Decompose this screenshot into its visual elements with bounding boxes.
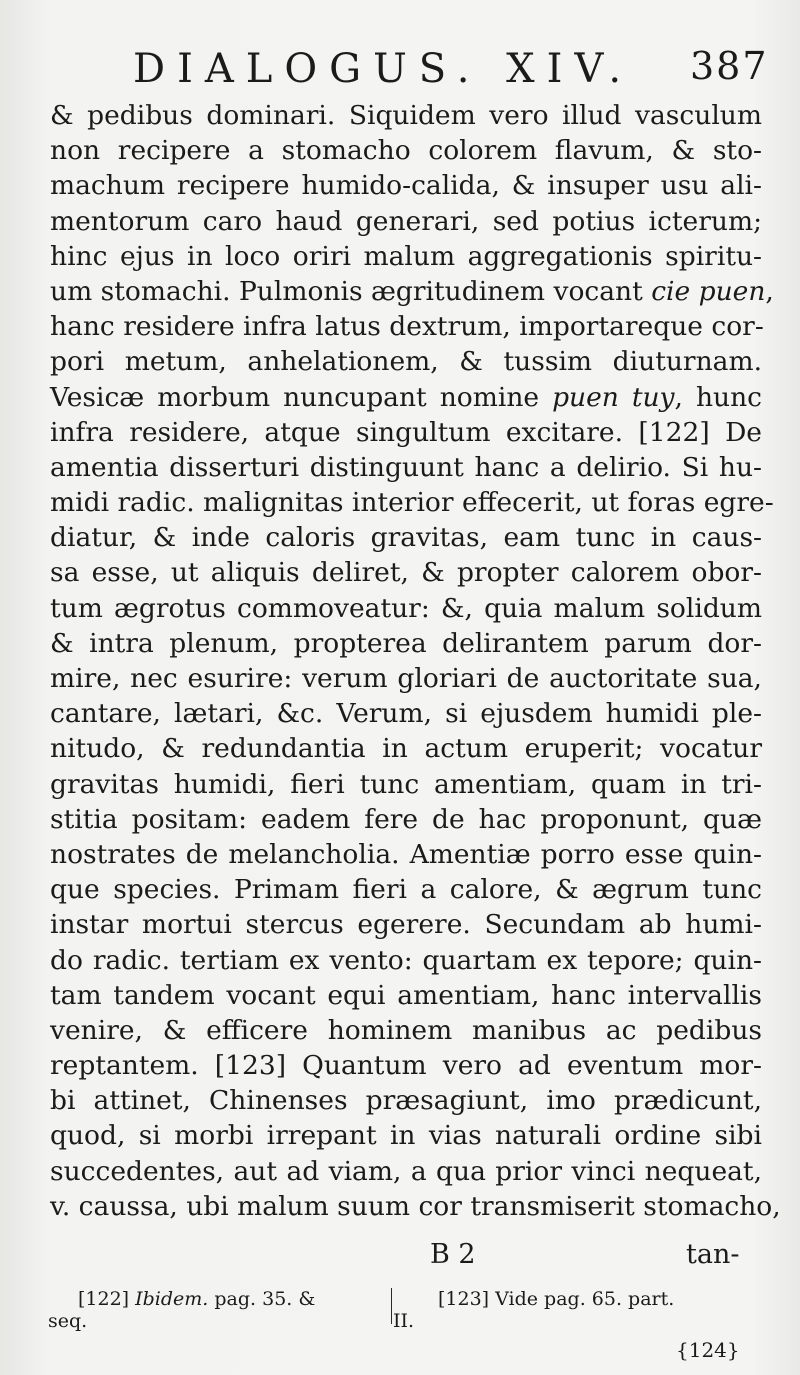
page-header xyxy=(0,40,800,100)
text-line: succedentes, aut ad viam, a qua prior vinci nequeat, xyxy=(50,1155,762,1187)
text-line: mire, nec esurire: verum gloriari de auctoritate sua, xyxy=(50,663,762,694)
running-title: DIALOGUS. XIV. xyxy=(133,46,634,92)
text-line: mentorum caro haud generari, sed potius icterum; xyxy=(50,205,762,237)
text-line: do radic. tertiam ex vento: quartam ex tepore; quin- xyxy=(50,944,762,976)
text-line: infra residere, atque singultum excitare. [122] De xyxy=(50,416,762,448)
text-line: venire, & efficere hominem manibus ac pedibus xyxy=(50,1014,762,1046)
text-line: Vesicæ morbum nuncupant nomine puen tuy, hunc xyxy=(50,381,762,413)
signature-row xyxy=(0,1239,800,1275)
footnote-123-continuation: II. xyxy=(393,1310,415,1332)
footnote-122: [122] Ibidem. pag. 35. & xyxy=(78,1288,316,1310)
text-line: gravitas humidi, fieri tunc amentiam, quam in tri- xyxy=(50,768,762,800)
text-line: quod, si morbi irrepant in vias naturali ordine sibi xyxy=(50,1120,762,1152)
catchword: tan- xyxy=(686,1239,740,1270)
text-line: & intra plenum, propterea delirantem parum dor- xyxy=(50,627,762,659)
text-line: v. caussa, ubi malum suum cor transmiserit stomacho, xyxy=(50,1190,781,1222)
text-line: non recipere a stomacho colorem flavum, & sto- xyxy=(50,135,762,167)
text-line: hanc residere infra latus dextrum, importareque cor- xyxy=(50,311,764,343)
text-line: bi attinet, Chinenses præsagiunt, imo prædicunt, xyxy=(50,1085,762,1117)
signature-mark: B 2 xyxy=(430,1239,476,1270)
text-line: stitia positam: eadem fere de hac proponunt, quæ xyxy=(50,803,762,835)
text-line: nitudo, & redundantia in actum eruperit; vocatur xyxy=(50,733,762,765)
footnotes xyxy=(0,1288,800,1368)
text-line: machum recipere humido-calida, & insuper usu ali- xyxy=(50,170,762,202)
text-line: instar mortui stercus egerere. Secundam ab humi- xyxy=(50,909,762,941)
text-line: hinc ejus in loco oriri malum aggregationis spiritu- xyxy=(50,240,762,272)
text-line: & pedibus dominari. Siquidem vero illud vasculum xyxy=(50,100,762,131)
text-line: um stomachi. Pulmonis ægritudinem vocant cie puen, xyxy=(50,275,774,307)
text-line: tum ægrotus commoveatur: &, quia malum solidum xyxy=(50,592,762,624)
text-line: tam tandem vocant equi amentiam, hanc intervallis xyxy=(50,979,762,1011)
text-line: que species. Primam fieri a calore, & ægrum tunc xyxy=(50,874,762,906)
text-line: reptantem. [123] Quantum vero ad eventum mor- xyxy=(50,1050,762,1082)
body-text xyxy=(50,98,781,1224)
footnote-123: [123] Vide pag. 65. part. xyxy=(438,1288,675,1310)
folio-stamp: {124} xyxy=(676,1338,740,1362)
text-line: sa esse, ut aliquis deliret, & propter calorem obor- xyxy=(50,557,762,589)
text-line: nostrates de melancholia. Amentiæ porro esse quin- xyxy=(50,838,762,870)
text-line: diatur, & inde caloris gravitas, eam tunc in caus- xyxy=(50,522,762,554)
text-line: amentia disserturi distinguunt hanc a delirio. Si hu- xyxy=(50,451,762,483)
text-line: pori metum, anhelationem, & tussim diuturnam. xyxy=(50,346,762,378)
text-line: midi radic. malignitas interior effecerit, ut foras egre- xyxy=(50,487,774,519)
footnote-divider xyxy=(391,1288,392,1324)
page-number: 387 xyxy=(690,44,769,88)
text-line: cantare, lætari, &c. Verum, si ejusdem humidi ple- xyxy=(50,698,762,730)
footnote-122-continuation: seq. xyxy=(48,1310,88,1332)
